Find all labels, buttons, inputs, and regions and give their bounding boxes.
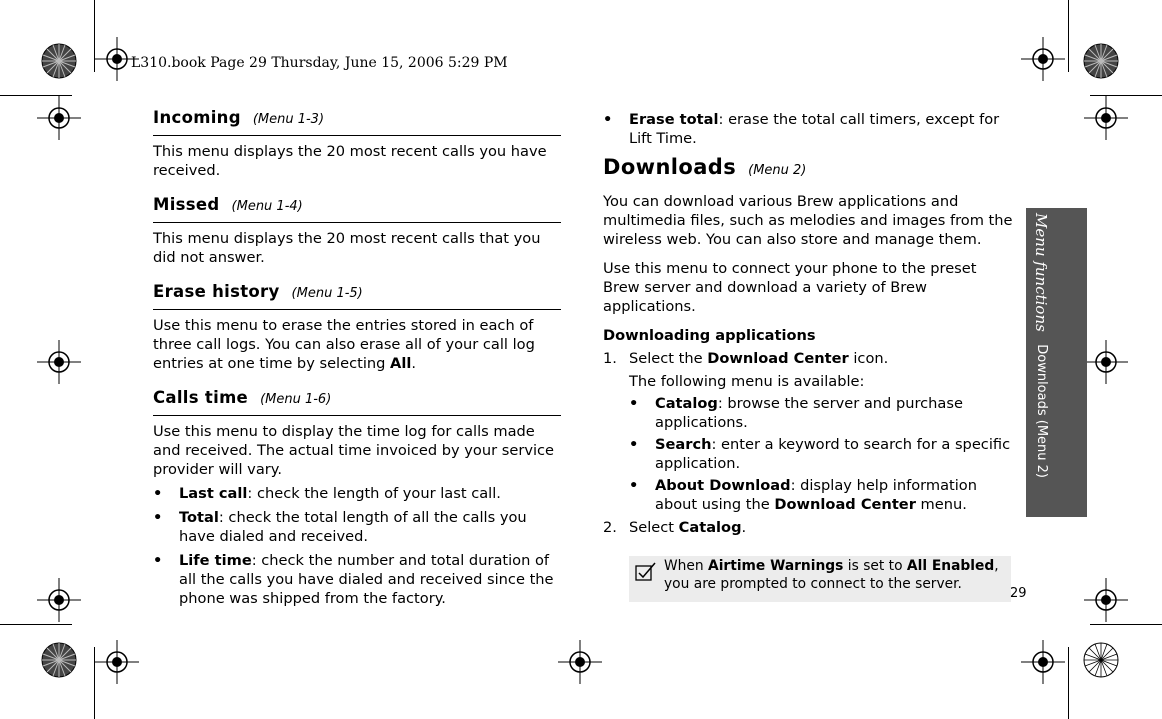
section-heading: Erase history (Menu 1-5) (153, 282, 561, 310)
bullet-item-erase-total: • Erase total: erase the total call timers, except for Lift Time. (603, 111, 1000, 147)
step-1: 1. Select the Download Center icon. (603, 350, 889, 367)
bullet-item: • Catalog: browse the server and purchase applications. (629, 395, 963, 431)
section-heading: Missed (Menu 1-4) (153, 195, 561, 223)
step-1-subtext: The following menu is available: (629, 373, 865, 390)
bullet-item: • Last call: check the length of your last call. (153, 485, 501, 502)
note-box (629, 556, 1011, 602)
step-2: 2. Select Catalog. (603, 519, 747, 536)
page-number: 29 (1010, 586, 1027, 601)
section-heading: Calls time (Menu 1-6) (153, 388, 561, 416)
section-calls-time (153, 388, 561, 608)
side-tab-label: Menu functions Downloads (Menu 2) (1032, 213, 1050, 478)
section-body: This menu displays the 20 most recent calls that you did not answer. (153, 230, 541, 266)
downloads-paragraph-2: Use this menu to connect your phone to the preset Brew server and download a variety of Brew applications. (603, 260, 977, 315)
downloads-paragraph-1: You can download various Brew applications and multimedia files, such as melodies and images from the wireless web. You can also store and manage them. (603, 193, 1013, 248)
right-column (603, 108, 1013, 541)
section-heading: Incoming (Menu 1-3) (153, 108, 561, 136)
note-check-icon (635, 562, 657, 582)
bullet-item: • Total: check the total length of all the calls you have dialed and received. (153, 509, 527, 545)
section-incoming (153, 108, 561, 180)
left-column (153, 108, 561, 608)
section-missed (153, 195, 561, 267)
bullet-item: • Search: enter a keyword to search for a specific application. (629, 436, 1011, 472)
running-header: L310.book Page 29 Thursday, June 15, 2006 5:29 PM (131, 55, 508, 71)
section-body: Use this menu to display the time log for calls made and received. The actual time invoiced by your service provider will vary. (153, 423, 555, 478)
bullet-item: • About Download: display help information about using the Download Center menu. (629, 477, 977, 513)
section-erase-history (153, 282, 561, 373)
downloading-apps-heading: Downloading applications (603, 327, 816, 344)
step-1-details (603, 372, 1013, 514)
section-body: Use this menu to erase the entries stored in each of three call logs. You can also erase all of your call log entries at one time by selecting All. (153, 317, 535, 372)
downloads-heading: Downloads (Menu 2) (603, 155, 807, 179)
section-body: This menu displays the 20 most recent calls you have received. (153, 143, 547, 179)
note-text: When Airtime Warnings is set to All Enabled, you are prompted to connect to the server. (664, 558, 999, 592)
bullet-item: • Life time: check the number and total duration of all the calls you have dialed and received since the phone was shipped from the factory. (153, 552, 554, 607)
